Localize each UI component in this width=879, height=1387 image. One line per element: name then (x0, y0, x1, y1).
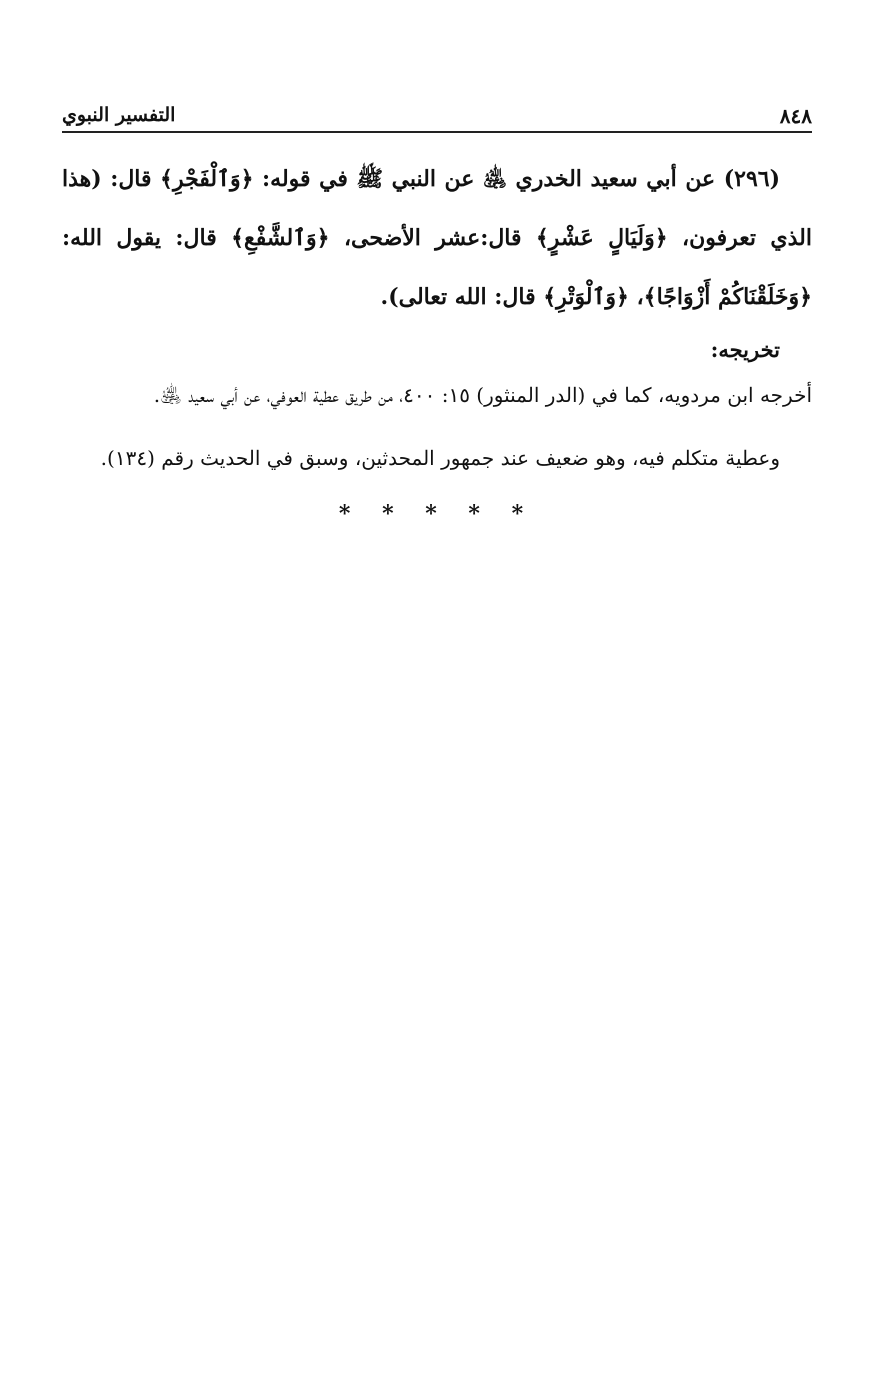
section-divider: * * * * * (338, 501, 536, 527)
hadith-text: (٢٩٦) عن أبي سعيد الخدري ﵁ عن النبي ﷺ في قوله: ﴿وَٱلْفَجْرِ﴾ قال: (هذا الذي تعرفون، ﴿وَلَيَالٍ عَشْرٍ﴾ قال:عشر الأضحى، ﴿وَٱلشَّفْعِ﴾ قال: يقول الله: ﴿وَخَلَقْنَاكُمْ أَزْوَاجًا﴾، ﴿وَٱلْوَتْرِ﴾ قال: الله تعالى). (62, 166, 812, 310)
page-number: ٨٤٨ (779, 104, 812, 128)
page-header (62, 100, 812, 134)
page-body (62, 150, 812, 527)
takhrij-paragraph-2: وعطية متكلم فيه، وهو ضعيف عند جمهور المحدثين، وسبق في الحديث رقم (١٣٤). (100, 446, 780, 470)
takhrij-heading: تخريجه: (710, 337, 780, 362)
takhrij-paragraph-1: أخرجه ابن مردويه، كما في (الدر المنثور) ١٥: ٤٠٠، من طريق عطية العوفي، عن أبي سعيد ﵁. (153, 383, 812, 407)
header-rule (62, 131, 812, 133)
running-title: التفسير النبوي (62, 104, 176, 126)
